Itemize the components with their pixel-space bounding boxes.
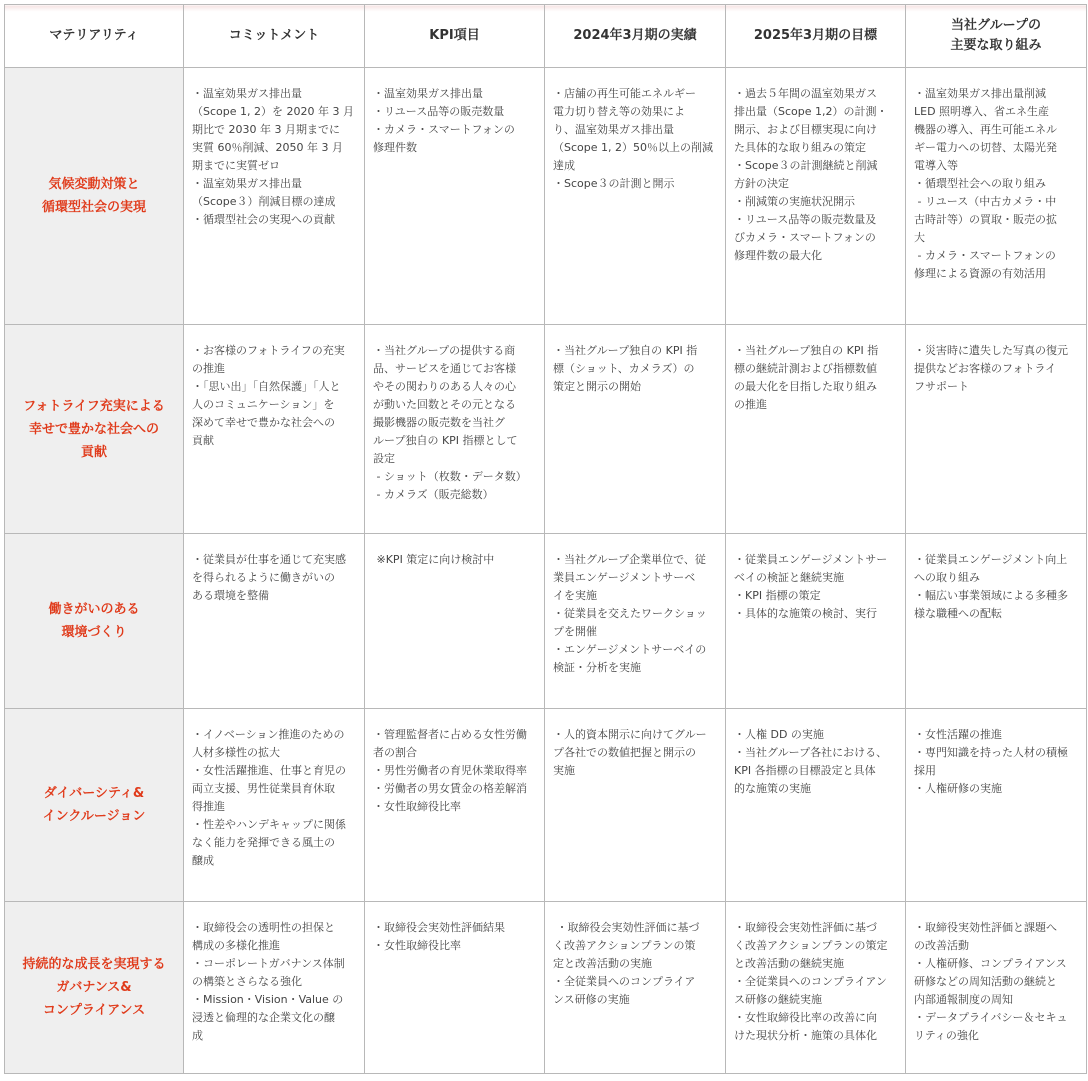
materiality-text-line: フォトライフ充実による <box>23 398 165 414</box>
materiality-text-line: 幸せで豊かな社会への <box>28 421 159 437</box>
cell-text-line: 設定 <box>373 452 395 465</box>
cell-text-line: - カメラズ（販売総数） <box>373 488 494 501</box>
cell-text-line: びカメラ・スマートフォンの <box>734 231 876 244</box>
cell-text-line: ・従業員エンゲージメントサー <box>734 553 888 566</box>
cell-text-line: ・コーポレートガバナンス体制 <box>192 957 345 970</box>
materiality-text-line: 働きがいのある <box>48 602 140 617</box>
materiality-text-line: 環境づくり <box>61 625 127 640</box>
cell-text-line: ※KPI 策定に向け検討中 <box>373 553 495 566</box>
cell-fy2025-targets <box>726 325 906 534</box>
materiality-text-line: ダイバーシティ& <box>43 786 145 801</box>
cell-text-line: ・女性活躍推進、仕事と育児の <box>192 764 346 777</box>
cell-text-line: 電導入等 <box>914 159 958 172</box>
header-commitment <box>184 5 365 68</box>
cell-text-line: ・専門知識を持った人材の積極 <box>914 746 1068 759</box>
cell-text-line: 修理による資源の有効活用 <box>914 267 1046 280</box>
cell-text-line: ・お客様のフォトライフの充実 <box>192 344 345 357</box>
cell-fy2025-targets <box>726 68 906 325</box>
cell-text-line: 標の継続計測および指標数値 <box>734 362 877 375</box>
cell-text-line: 機器の導入、再生可能エネル <box>914 123 1057 136</box>
cell-text-line: 大 <box>914 231 925 244</box>
cell-text-line: く改善アクションプランの策 <box>553 939 696 952</box>
cell-text-line: LED 照明導入、省エネ生産 <box>914 105 1050 118</box>
cell-text-line: ・人権研修の実施 <box>914 782 1002 795</box>
cell-text-line: 期比で 2030 年 3 月期までに <box>192 123 340 136</box>
cell-text-line: く改善アクションプランの策定 <box>734 939 888 952</box>
cell-text-line: 得推進 <box>192 800 225 813</box>
cell-text-line: - ショット（枚数・データ数） <box>373 470 527 483</box>
cell-text-line: 人のコミュニケーション」を <box>192 398 335 411</box>
cell-text-line: ・取締役会実効性評価に基づ <box>553 921 700 934</box>
cell-text-line: ・具体的な施策の検討、実行 <box>734 607 877 620</box>
cell-text-line: ・取締役会実効性評価結果 <box>373 921 505 934</box>
cell-kpi <box>365 325 545 534</box>
cell-commitment <box>184 68 365 325</box>
materiality-climate-circular <box>5 68 184 325</box>
cell-text-line: の推進 <box>192 362 225 375</box>
cell-text-line: ス研修の継続実施 <box>734 993 822 1006</box>
cell-text-line: 実質 60％削減、2050 年 3 月 <box>192 141 343 154</box>
header-fy2025-targets <box>726 5 906 68</box>
cell-text-line: 的な施策の実施 <box>734 782 811 795</box>
cell-text-line: ベイの検証と継続実施 <box>734 571 844 584</box>
cell-text-line: が動いた回数とその元となる <box>373 398 516 411</box>
cell-text-line: 研修などの周知活動の継続と <box>914 975 1057 988</box>
cell-text-line: 様な職種への配転 <box>914 607 1002 620</box>
cell-fy2025-targets <box>726 709 906 902</box>
cell-text-line: の改善活動 <box>914 939 969 952</box>
cell-fy2024-results <box>545 534 726 709</box>
materiality-rewarding-workplace <box>5 534 184 709</box>
cell-text-line: 開示、および目標実現に向け <box>734 123 877 136</box>
materiality-text-line: 持続的な成長を実現する <box>22 957 166 972</box>
cell-fy2024-results <box>545 902 726 1074</box>
row-governance-compliance <box>5 902 1087 1074</box>
cell-text-line: ・幅広い事業領域による多種多 <box>914 589 1068 602</box>
cell-text-line: ・労働者の男女賃金の格差解消 <box>373 782 527 795</box>
cell-text-line: 策定と開示の開始 <box>553 380 641 393</box>
cell-text-line: の構築とさらなる強化 <box>192 975 302 988</box>
materiality-diversity-inclusion <box>5 709 184 902</box>
cell-text-line: 修理件数 <box>373 141 417 154</box>
cell-text-line: ・従業員エンゲージメント向上 <box>914 553 1068 566</box>
materiality-text-line: 循環型社会の実現 <box>41 200 146 215</box>
cell-text-line: プを開催 <box>553 625 597 638</box>
cell-text-line: ・取締役実効性評価と課題へ <box>914 921 1057 934</box>
cell-kpi <box>365 534 545 709</box>
cell-text-line: 期までに実質ゼロ <box>192 159 280 172</box>
cell-fy2025-targets <box>726 534 906 709</box>
cell-text-line: を得られるように働きがいの <box>192 571 335 584</box>
header-text-line: 2025年3月期の目標 <box>753 28 878 43</box>
cell-text-line: ・Scope３の計測継続と削減 <box>734 159 878 172</box>
cell-text-line: ・当社グループ各社における、 <box>734 746 888 759</box>
cell-text-line: ・循環型社会への取り組み <box>914 177 1046 190</box>
cell-text-line: 検証・分析を実施 <box>553 661 641 674</box>
cell-text-line: ・リユース品等の販売数量及 <box>734 213 877 226</box>
cell-text-line: 達成 <box>553 159 575 172</box>
cell-text-line: 採用 <box>914 764 936 777</box>
cell-text-line: への取り組み <box>914 571 980 584</box>
materiality-text-line: インクルージョン <box>42 809 146 824</box>
cell-text-line: ・人的資本開示に向けてグルー <box>553 728 707 741</box>
cell-group-initiatives <box>906 709 1087 902</box>
cell-text-line: けた現状分析・施策の具体化 <box>734 1029 877 1042</box>
cell-text-line: - リユース（中古カメラ・中 <box>914 195 1057 208</box>
row-photolife <box>5 325 1087 534</box>
cell-text-line: ・カメラ・スマートフォンの <box>373 123 515 136</box>
cell-text-line: り、温室効果ガス排出量 <box>553 123 674 136</box>
cell-text-line: ・人権研修、コンプライアンス <box>914 957 1067 970</box>
cell-text-line: フサポート <box>914 380 969 393</box>
cell-group-initiatives <box>906 902 1087 1074</box>
header-text-line: KPI項目 <box>429 28 480 43</box>
cell-text-line: ・災害時に遺失した写真の復元 <box>914 344 1068 357</box>
cell-text-line: 構成の多様化推進 <box>192 939 280 952</box>
cell-commitment <box>184 534 365 709</box>
header-text-line: マテリアリティ <box>49 28 139 43</box>
cell-text-line: ・当社グループ企業単位で、従 <box>553 553 706 566</box>
cell-text-line: ・「思い出」「自然保護」「人と <box>192 380 341 393</box>
cell-text-line: ・性差やハンデキャップに関係 <box>192 818 346 831</box>
cell-text-line: ・Mission・Vision・Value の <box>192 993 344 1006</box>
cell-text-line: 成 <box>192 1029 203 1042</box>
cell-text-line: ・女性取締役比率 <box>373 800 461 813</box>
cell-text-line: 実施 <box>553 764 575 777</box>
cell-text-line: ・人権 DD の実施 <box>734 728 824 741</box>
row-rewarding-workplace <box>5 534 1087 709</box>
cell-text-line: ・イノベーション推進のための <box>192 728 345 741</box>
cell-text-line: ンス研修の実施 <box>553 993 630 1006</box>
cell-text-line: 提供などお客様のフォトライ <box>914 362 1057 375</box>
materiality-text-line: コンプライアンス <box>42 1003 146 1018</box>
materiality-governance-compliance <box>5 902 184 1074</box>
cell-text-line: ・取締役会実効性評価に基づ <box>734 921 877 934</box>
cell-text-line: ・温室効果ガス排出量 <box>192 177 302 190</box>
cell-text-line: KPI 各指標の目標設定と具体 <box>734 764 876 777</box>
cell-text-line: - カメラ・スマートフォンの <box>914 249 1056 262</box>
cell-text-line: （Scope３）削減目標の達成 <box>192 195 336 208</box>
cell-text-line: ギー電力への切替、太陽光発 <box>914 141 1057 154</box>
cell-text-line: た具体的な取り組みの策定 <box>734 141 866 154</box>
cell-text-line: ・エンゲージメントサーベイの <box>553 643 707 656</box>
cell-text-line: の最大化を目指した取り組み <box>734 380 877 393</box>
cell-text-line: やその関わりのある人々の心 <box>373 380 516 393</box>
cell-text-line: ・女性活躍の推進 <box>914 728 1002 741</box>
cell-text-line: ・従業員を交えたワークショッ <box>553 607 707 620</box>
header-fy2024-results <box>545 5 726 68</box>
cell-commitment <box>184 709 365 902</box>
cell-text-line: ・当社グループの提供する商 <box>373 344 516 357</box>
cell-kpi <box>365 709 545 902</box>
cell-text-line: 電力切り替え等の効果によ <box>553 105 685 118</box>
cell-text-line: 定と改善活動の実施 <box>553 957 652 970</box>
cell-text-line: 者の割合 <box>373 746 417 759</box>
cell-text-line: ・女性取締役比率 <box>373 939 461 952</box>
materiality-photolife <box>5 325 184 534</box>
cell-text-line: 浸透と倫理的な企業文化の醸 <box>192 1011 335 1024</box>
cell-fy2025-targets <box>726 902 906 1074</box>
cell-text-line: ・温室効果ガス排出量削減 <box>914 87 1046 100</box>
cell-text-line: イを実施 <box>553 589 597 602</box>
cell-text-line: ・店舗の再生可能エネルギー <box>553 87 696 100</box>
cell-text-line: 貢献 <box>192 434 214 447</box>
cell-text-line: ・従業員が仕事を通じて充実感 <box>192 553 346 566</box>
cell-text-line: 撮影機器の販売数を当社グ <box>373 416 505 429</box>
cell-text-line: ・Scope３の計測と開示 <box>553 177 675 190</box>
cell-text-line: ・当社グループ独自の KPI 指 <box>553 344 698 357</box>
cell-text-line: 古時計等）の買取・販売の拡 <box>914 213 1057 226</box>
cell-text-line: ・取締役会の透明性の担保と <box>192 921 335 934</box>
cell-text-line: ・循環型社会の実現への貢献 <box>192 213 335 226</box>
cell-text-line: ・KPI 指標の策定 <box>734 589 821 602</box>
cell-text-line: ・管理監督者に占める女性労働 <box>373 728 527 741</box>
header-group-initiatives <box>906 5 1087 68</box>
cell-text-line: 両立支援、男性従業員育休取 <box>192 782 335 795</box>
header-text-line: 当社グループの <box>951 18 1041 33</box>
cell-text-line: ・男性労働者の育児休業取得率 <box>373 764 527 777</box>
cell-group-initiatives <box>906 68 1087 325</box>
cell-kpi <box>365 68 545 325</box>
header-text-line: 主要な取り組み <box>950 38 1042 53</box>
header-row <box>5 5 1087 68</box>
cell-text-line: ・全従業員へのコンプライアン <box>734 975 887 988</box>
header-text-line: コミットメント <box>228 28 320 43</box>
cell-text-line: ・全従業員へのコンプライア <box>553 975 696 988</box>
cell-text-line: 品、サービスを通じてお客様 <box>373 362 516 375</box>
cell-text-line: なく能力を発揮できる風土の <box>192 836 335 849</box>
cell-text-line: ループ独自の KPI 指標として <box>373 434 518 447</box>
header-materiality <box>5 5 184 68</box>
cell-text-line: と改善活動の継続実施 <box>734 957 844 970</box>
cell-text-line: ・当社グループ独自の KPI 指 <box>734 344 879 357</box>
cell-fy2024-results <box>545 325 726 534</box>
cell-text-line: ・削減策の実施状況開示 <box>734 195 855 208</box>
header-kpi <box>365 5 545 68</box>
row-climate-circular <box>5 68 1087 325</box>
cell-commitment <box>184 902 365 1074</box>
cell-text-line: 人材多様性の拡大 <box>192 746 280 759</box>
cell-text-line: 修理件数の最大化 <box>734 249 822 262</box>
cell-text-line: 方針の決定 <box>734 177 789 190</box>
cell-commitment <box>184 325 365 534</box>
cell-text-line: ・データプライバシー＆セキュ <box>914 1011 1068 1024</box>
cell-text-line: ・女性取締役比率の改善に向 <box>734 1011 877 1024</box>
cell-text-line: 業員エンゲージメントサーベ <box>553 571 696 584</box>
header-text-line: 2024年3月期の実績 <box>573 28 697 43</box>
cell-group-initiatives <box>906 534 1087 709</box>
materiality-table <box>4 4 1087 1074</box>
cell-kpi <box>365 902 545 1074</box>
row-diversity-inclusion <box>5 709 1087 902</box>
cell-group-initiatives <box>906 325 1087 534</box>
cell-fy2024-results <box>545 709 726 902</box>
cell-text-line: ある環境を整備 <box>192 589 269 602</box>
cell-text-line: （Scope 1, 2）を 2020 年 3 月 <box>192 105 354 118</box>
cell-text-line: 排出量（Scope 1,2）の計測・ <box>734 105 888 118</box>
materiality-text-line: 貢献 <box>80 444 107 460</box>
cell-text-line: 内部通報制度の周知 <box>914 993 1013 1006</box>
cell-text-line: 醸成 <box>192 854 214 867</box>
cell-text-line: 深めて幸せで豊かな社会への <box>192 416 335 429</box>
materiality-text-line: 気候変動対策と <box>48 177 140 192</box>
cell-text-line: ・温室効果ガス排出量 <box>192 87 302 100</box>
cell-text-line: リティの強化 <box>914 1029 979 1042</box>
cell-text-line: 標（ショット、カメラズ）の <box>553 362 695 375</box>
cell-text-line: ・温室効果ガス排出量 <box>373 87 483 100</box>
cell-text-line: （Scope 1, 2）50％以上の削減 <box>553 141 713 154</box>
cell-fy2024-results <box>545 68 726 325</box>
cell-text-line: プ各社での数値把握と開示の <box>553 746 696 759</box>
cell-text-line: ・リユース品等の販売数量 <box>373 105 505 118</box>
cell-text-line: ・過去５年間の温室効果ガス <box>734 87 877 100</box>
materiality-text-line: ガバナンス& <box>56 980 132 995</box>
cell-text-line: の推進 <box>734 398 767 411</box>
